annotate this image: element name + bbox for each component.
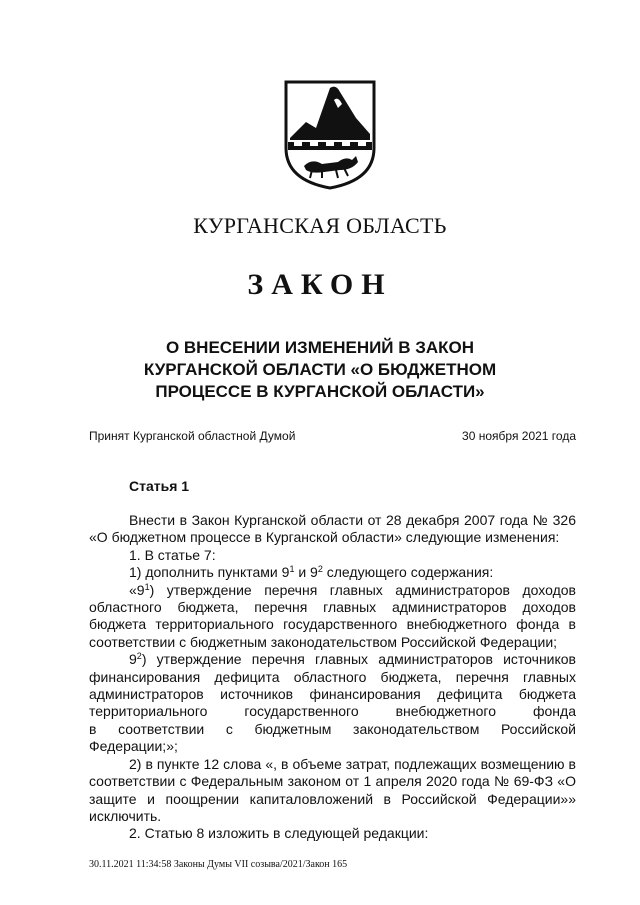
text-run: и 9 <box>294 564 318 581</box>
text-run: ) утверждение перечня главных администраторов доходов областного бюджета, перечня главных администраторов доходов бюджета территориального государственного внебюджетного фонда в соответствии с бюджетным законодательством Российской Федерации; <box>89 581 576 650</box>
article-body <box>89 512 576 843</box>
subject-line: КУРГАНСКОЙ ОБЛАСТИ «О БЮДЖЕТНОМ <box>143 360 497 379</box>
region-title: КУРГАНСКАЯ ОБЛАСТЬ <box>193 213 447 238</box>
document-type-title: ЗАКОН <box>247 268 393 301</box>
adopted-date: 30 ноября 2021 года <box>462 429 576 443</box>
superscript: 1 <box>144 581 150 592</box>
paragraph: Внести в Закон Курганской области от 28 декабря 2007 года № 326 «О бюджетном процессе в Курганской области» следующие изменения: <box>89 512 576 546</box>
text-run: 9 <box>129 651 137 668</box>
law-subject-title <box>80 337 560 403</box>
superscript: 1 <box>289 564 295 575</box>
text-run: ) утверждение перечня главных администраторов источников финансирования дефицита областного бюджета, перечня главных администраторов источников финансирования дефицита бюджета территориального государственного внебюджетного фонда <box>89 651 576 720</box>
paragraph <box>89 582 576 652</box>
paragraph: 1. В статье 7: <box>129 546 216 563</box>
adoption-info <box>89 429 576 443</box>
document-footer: 30.11.2021 11:34:58 Законы Думы VII созыва/2021/Закон 165 <box>89 859 348 870</box>
paragraph <box>89 651 576 721</box>
subject-line: ПРОЦЕССЕ В КУРГАНСКОЙ ОБЛАСТИ» <box>155 382 485 401</box>
paragraph <box>89 564 576 581</box>
paragraph: в соответствии с бюджетным законодательством Российской Федерации;»; <box>89 720 576 755</box>
coat-of-arms-emblem <box>282 78 378 190</box>
article-title: Статья 1 <box>129 478 190 494</box>
superscript: 2 <box>317 564 323 575</box>
adopted-by: Принят Курганской областной Думой <box>89 429 296 443</box>
superscript: 2 <box>136 651 142 662</box>
text-run: «9 <box>129 581 145 598</box>
text-run: 1) дополнить пунктами 9 <box>129 564 290 581</box>
paragraph: 2) в пункте 12 слова «, в объеме затрат, подлежащих возмещению в соответствии с Федеральным законом от 1 апреля 2020 года № 69-ФЗ «О защите и поощрении капиталовложений в Российской Федерации»» исключить. <box>89 755 576 824</box>
text-run: следующего содержания: <box>322 564 494 581</box>
subject-line: О ВНЕСЕНИИ ИЗМЕНЕНИЙ В ЗАКОН <box>165 338 475 357</box>
paragraph: 2. Статью 8 изложить в следующей редакции: <box>129 825 429 842</box>
